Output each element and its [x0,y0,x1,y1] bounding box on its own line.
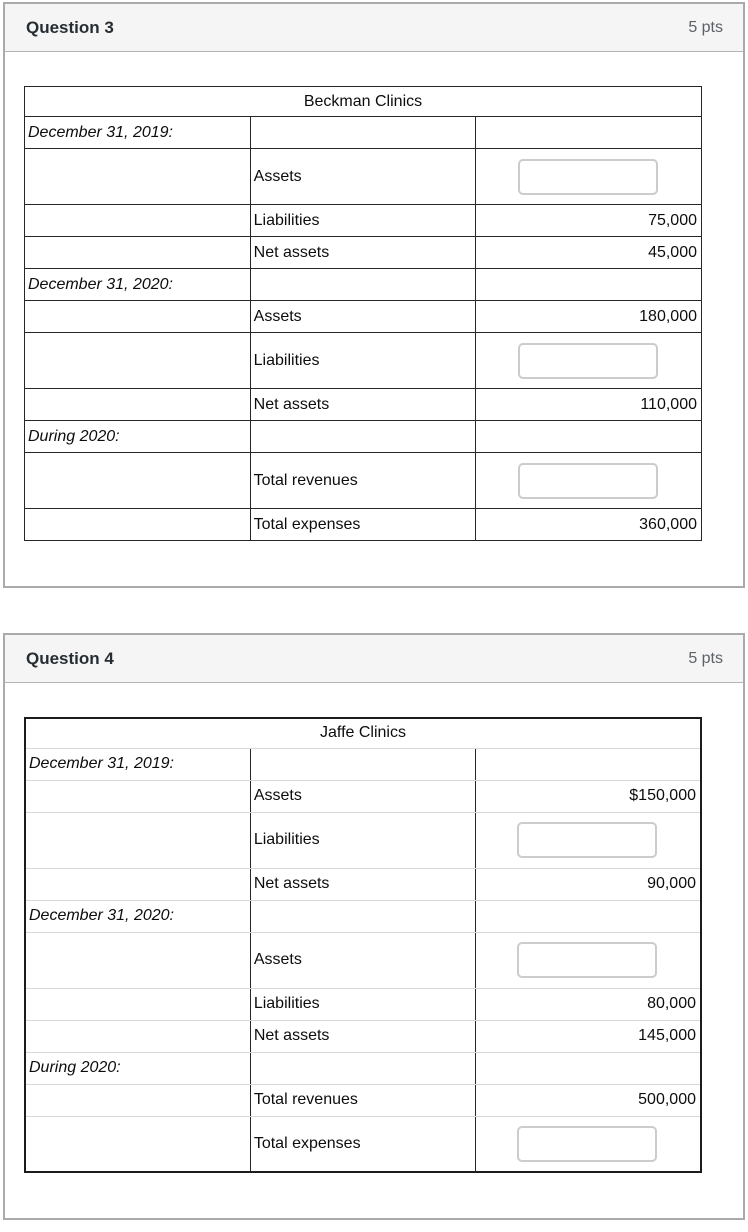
section-label-cell: During 2020: [25,421,251,453]
table-row [25,812,701,868]
item-label-cell: Liabilities [250,988,475,1020]
question-4-card [3,633,745,1220]
question-points: 5 pts [688,18,723,36]
table-row [25,421,702,453]
item-label-cell: Liabilities [250,333,476,389]
empty-cell [476,900,701,932]
table-row [25,149,702,205]
answer-input[interactable] [517,942,657,978]
section-label-cell: December 31, 2019: [25,117,251,149]
item-label-cell: Total expenses [250,1116,475,1172]
empty-cell [476,269,702,301]
answer-cell [476,149,702,205]
answer-input[interactable] [518,463,658,499]
table-row [25,1052,701,1084]
table-row [25,1084,701,1116]
amount-cell: 145,000 [476,1020,701,1052]
answer-cell [476,932,701,988]
table-row [25,237,702,269]
table-row [25,780,701,812]
empty-cell [476,748,701,780]
item-label-cell: Assets [250,932,475,988]
answer-input[interactable] [518,159,658,195]
table-title-row [25,87,702,117]
item-label-cell: Liabilities [250,812,475,868]
amount-cell: $150,000 [476,780,701,812]
amount-cell: 90,000 [476,868,701,900]
item-label-cell: Assets [250,780,475,812]
table-row [25,205,702,237]
table-row [25,389,702,421]
empty-cell [250,117,476,149]
empty-cell [25,301,251,333]
empty-cell [25,149,251,205]
question-title: Question 4 [26,648,114,668]
jaffe-clinics-table [24,717,702,1173]
question-title: Question 3 [26,17,114,37]
table-row [25,748,701,780]
empty-cell [25,988,250,1020]
question-header [5,4,743,52]
table-row [25,1020,701,1052]
empty-cell [25,1084,250,1116]
item-label-cell: Total revenues [250,1084,475,1116]
answer-input[interactable] [517,1126,657,1162]
item-label-cell: Net assets [250,868,475,900]
empty-cell [250,1052,475,1084]
answer-cell [476,453,702,509]
table-row [25,269,702,301]
item-label-cell: Total expenses [250,509,476,541]
amount-cell: 45,000 [476,237,702,269]
empty-cell [25,932,250,988]
empty-cell [25,389,251,421]
empty-cell [25,780,250,812]
item-label-cell: Assets [250,301,476,333]
table-row [25,453,702,509]
answer-cell [476,812,701,868]
amount-cell: 360,000 [476,509,702,541]
table-row [25,988,701,1020]
empty-cell [25,1116,250,1172]
table-row [25,301,702,333]
question-points: 5 pts [688,649,723,667]
question-3-card [3,2,745,588]
answer-cell [476,1116,701,1172]
item-label-cell: Total revenues [250,453,476,509]
section-label-cell: December 31, 2020: [25,269,251,301]
table-row [25,1116,701,1172]
empty-cell [476,117,702,149]
amount-cell: 80,000 [476,988,701,1020]
table-row [25,868,701,900]
amount-cell: 500,000 [476,1084,701,1116]
question-body [5,52,743,586]
section-label-cell: During 2020: [25,1052,250,1084]
empty-cell [250,421,476,453]
empty-cell [25,333,251,389]
item-label-cell: Net assets [250,389,476,421]
item-label-cell: Net assets [250,237,476,269]
question-body [5,683,743,1218]
empty-cell [25,205,251,237]
section-label-cell: December 31, 2019: [25,748,250,780]
question-header [5,635,743,683]
empty-cell [250,748,475,780]
clinic-name: Jaffe Clinics [25,718,701,748]
empty-cell [25,1020,250,1052]
empty-cell [476,1052,701,1084]
clinic-name: Beckman Clinics [25,87,702,117]
empty-cell [25,812,250,868]
item-label-cell: Liabilities [250,205,476,237]
item-label-cell: Net assets [250,1020,475,1052]
amount-cell: 110,000 [476,389,702,421]
empty-cell [25,868,250,900]
empty-cell [250,269,476,301]
table-row [25,333,702,389]
beckman-clinics-table [24,86,702,541]
empty-cell [25,237,251,269]
table-title-row [25,718,701,748]
amount-cell: 180,000 [476,301,702,333]
item-label-cell: Assets [250,149,476,205]
table-row [25,117,702,149]
empty-cell [25,509,251,541]
table-row [25,900,701,932]
amount-cell: 75,000 [476,205,702,237]
empty-cell [250,900,475,932]
answer-cell [476,333,702,389]
answer-input[interactable] [517,822,657,858]
section-label-cell: December 31, 2020: [25,900,250,932]
answer-input[interactable] [518,343,658,379]
empty-cell [25,453,251,509]
table-row [25,932,701,988]
table-row [25,509,702,541]
empty-cell [476,421,702,453]
